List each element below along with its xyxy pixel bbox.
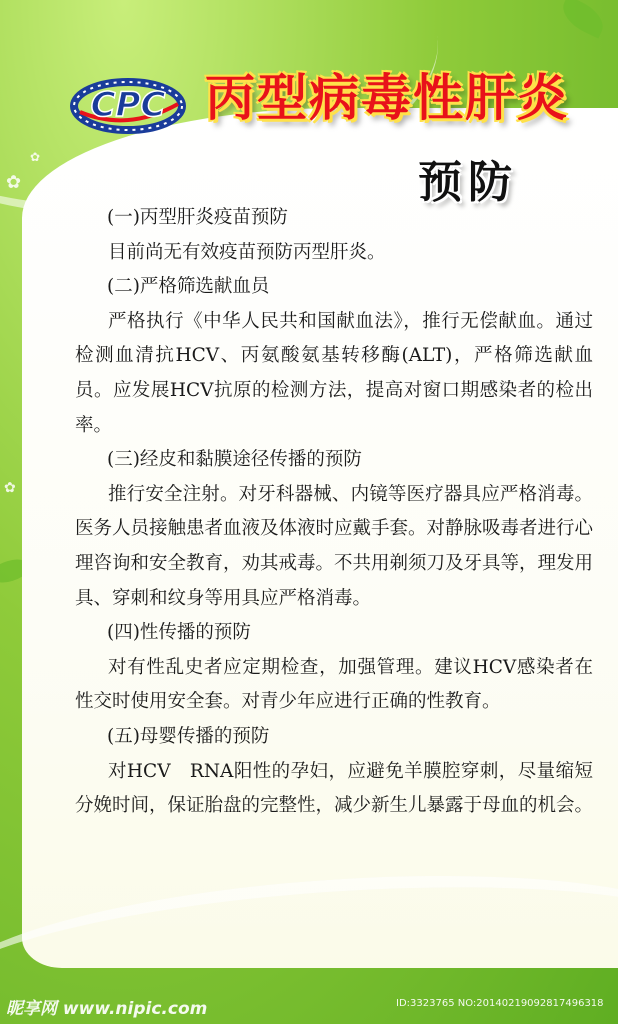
poster-title: 丙型病毒性肝炎 xyxy=(205,69,569,127)
section-heading: (二)严格筛选献血员 xyxy=(107,276,270,298)
section-paragraph: 推行安全注射。对牙科器械、内镜等医疗器具应严格消毒。医务人员接触患者血液及体液时应戴手套。对静脉吸毒者进行心理咨询和安全教育，劝其戒毒。不共用剃须刀及牙具等，理发用具、穿刺和纹身等用具应严格消毒。 xyxy=(75,483,594,609)
poster-subtitle: 预防 xyxy=(418,157,518,208)
flower-icon: ✿ xyxy=(30,150,41,164)
flower-icon: ✿ xyxy=(4,480,16,496)
logo-text: CPC xyxy=(90,85,166,125)
watermark-site: 昵享网 www.nipic.com xyxy=(6,999,208,1019)
section-heading: (三)经皮和黏膜途径传播的预防 xyxy=(107,449,362,471)
flower-icon: ✿ xyxy=(6,172,22,193)
section-paragraph: 目前尚无有效疫苗预防丙型肝炎。 xyxy=(108,241,386,263)
section-heading: (五)母婴传播的预防 xyxy=(107,725,270,747)
article-body xyxy=(75,201,593,824)
watermark-id: ID:3323765 NO:20140219092817496318 xyxy=(396,998,604,1009)
section-heading: (一)丙型肝炎疫苗预防 xyxy=(107,207,288,228)
section-paragraph: 对有性乱史者应定期检查，加强管理。建议HCV感染者在性交时使用安全套。对青少年应进行正确的性教育。 xyxy=(75,656,593,713)
section-heading: (四)性传播的预防 xyxy=(107,622,251,644)
cpc-logo xyxy=(68,68,188,140)
section-paragraph: 对HCV RNA阳性的孕妇，应避免羊膜腔穿刺，尽量缩短分娩时间，保证胎盘的完整性，减少新生儿暴露于母血的机会。 xyxy=(75,760,594,817)
section-paragraph: 严格执行《中华人民共和国献血法》，推行无偿献血。通过检测血清抗HCV、丙氨酸氨基转移酶(ALT)，严格筛选献血员。应发展HCV抗原的检测方法，提高对窗口期感染者的检出率。 xyxy=(75,310,593,436)
